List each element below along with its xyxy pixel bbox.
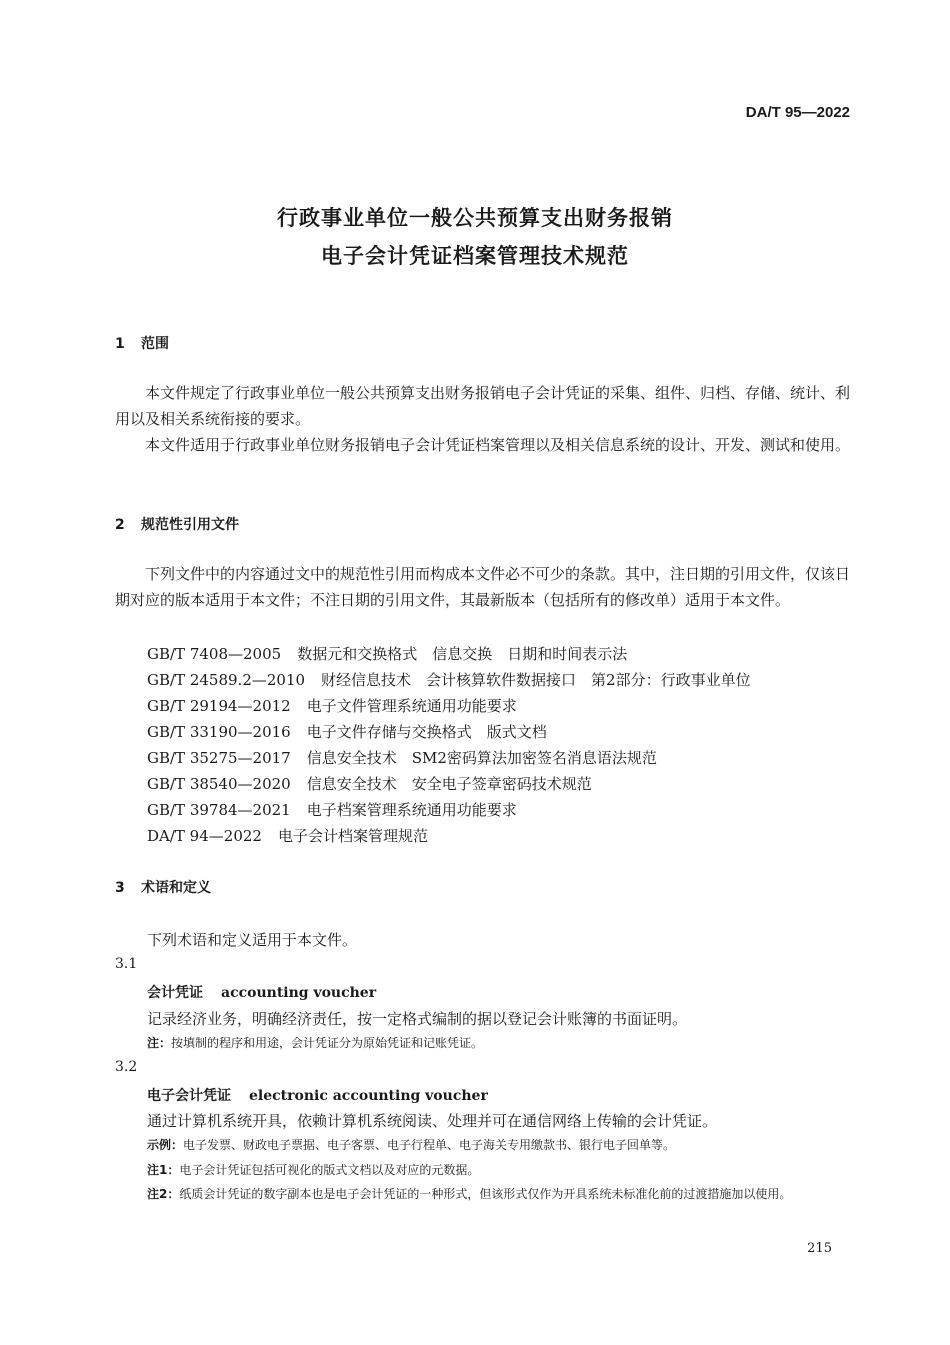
reference-code: GB/T 7408—2005 bbox=[147, 645, 282, 663]
page-number: 215 bbox=[807, 1241, 832, 1256]
term-chinese: 电子会计凭证 bbox=[147, 1088, 231, 1104]
reference-item bbox=[147, 745, 751, 771]
term-number: 3.2 bbox=[115, 1059, 138, 1075]
reference-code: GB/T 33190—2016 bbox=[147, 723, 291, 741]
term-note-1 bbox=[147, 1161, 479, 1178]
reference-item bbox=[147, 797, 751, 823]
section-title: 范围 bbox=[141, 336, 169, 352]
note-label: 注2： bbox=[147, 1187, 180, 1201]
reference-item bbox=[147, 641, 751, 667]
term-definition: 记录经济业务，明确经济责任，按一定格式编制的据以登记会计账簿的书面证明。 bbox=[147, 1010, 688, 1028]
reference-list bbox=[147, 641, 751, 849]
reference-code: GB/T 38540—2020 bbox=[147, 775, 291, 793]
note-label: 注： bbox=[147, 1036, 172, 1050]
reference-code: GB/T 35275—2017 bbox=[147, 749, 291, 767]
reference-title: 电子文件存储与交换格式 版式文档 bbox=[306, 723, 547, 741]
section-number: 2 bbox=[115, 517, 125, 533]
term-heading bbox=[147, 1085, 488, 1105]
example-label: 示例： bbox=[147, 1138, 184, 1152]
section-2-heading bbox=[115, 514, 239, 534]
term-heading bbox=[147, 982, 376, 1002]
section-3-heading bbox=[115, 877, 211, 897]
reference-item bbox=[147, 823, 751, 849]
term-note-2 bbox=[147, 1183, 852, 1205]
reference-title: 电子会计档案管理规范 bbox=[277, 827, 428, 845]
note-label: 注1： bbox=[147, 1163, 180, 1177]
note-text: 按填制的程序和用途，会计凭证分为原始凭证和记账凭证。 bbox=[171, 1036, 484, 1050]
document-code: DA/T 95—2022 bbox=[745, 104, 850, 121]
note-text: 电子会计凭证包括可视化的版式文档以及对应的元数据。 bbox=[179, 1163, 480, 1177]
reference-item bbox=[147, 771, 751, 797]
scope-paragraph-2: 本文件适用于行政事业单位财务报销电子会计凭证档案管理以及相关信息系统的设计、开发、测试和使用。 bbox=[145, 436, 851, 454]
reference-item bbox=[147, 693, 751, 719]
reference-title: 信息安全技术 安全电子签章密码技术规范 bbox=[306, 775, 592, 793]
section-number: 3 bbox=[115, 880, 125, 896]
document-title-line-1: 行政事业单位一般公共预算支出财务报销 bbox=[277, 206, 673, 230]
section-title: 术语和定义 bbox=[141, 880, 211, 896]
reference-item bbox=[147, 719, 751, 745]
reference-code: GB/T 29194—2012 bbox=[147, 697, 291, 715]
term-number: 3.1 bbox=[115, 956, 138, 972]
normative-refs-paragraph: 下列文件中的内容通过文中的规范性引用而构成本文件必不可少的条款。其中，注日期的引用文件，仅该日期对应的版本适用于本文件；不注日期的引用文件，其最新版本（包括所有的修改单）适用于本文件。 bbox=[115, 565, 851, 609]
reference-title: 数据元和交换格式 信息交换 日期和时间表示法 bbox=[297, 645, 628, 663]
reference-code: DA/T 94—2022 bbox=[147, 827, 262, 845]
reference-code: GB/T 39784—2021 bbox=[147, 801, 291, 819]
reference-code: GB/T 24589.2—2010 bbox=[147, 671, 306, 689]
example-text: 电子发票、财政电子票据、电子客票、电子行程单、电子海关专用缴款书、银行电子回单等。 bbox=[183, 1138, 676, 1152]
reference-item bbox=[147, 667, 751, 693]
section-title: 规范性引用文件 bbox=[141, 517, 239, 533]
reference-title: 财经信息技术 会计核算软件数据接口 第2部分：行政事业单位 bbox=[321, 671, 751, 689]
term-chinese: 会计凭证 bbox=[147, 985, 203, 1001]
term-english: electronic accounting voucher bbox=[249, 1088, 488, 1104]
reference-title: 电子档案管理系统通用功能要求 bbox=[306, 801, 517, 819]
section-number: 1 bbox=[115, 336, 125, 352]
term-definition: 通过计算机系统开具，依赖计算机系统阅读、处理并可在通信网络上传输的会计凭证。 bbox=[147, 1112, 718, 1130]
section-1-heading bbox=[115, 333, 169, 353]
document-title-line-2: 电子会计凭证档案管理技术规范 bbox=[321, 244, 629, 268]
reference-title: 电子文件管理系统通用功能要求 bbox=[306, 697, 517, 715]
term-note bbox=[147, 1034, 483, 1051]
scope-paragraph-1: 本文件规定了行政事业单位一般公共预算支出财务报销电子会计凭证的采集、组件、归档、存储、统计、利用以及相关系统衔接的要求。 bbox=[115, 384, 851, 428]
term-example bbox=[147, 1136, 675, 1153]
terms-intro: 下列术语和定义适用于本文件。 bbox=[147, 931, 358, 949]
term-english: accounting voucher bbox=[221, 985, 377, 1001]
reference-title: 信息安全技术 SM2密码算法加密签名消息语法规范 bbox=[306, 749, 657, 767]
note-text: 纸质会计凭证的数字副本也是电子会计凭证的一种形式，但该形式仅作为开具系统未标准化前的过渡措施加以使用。 bbox=[179, 1187, 792, 1201]
